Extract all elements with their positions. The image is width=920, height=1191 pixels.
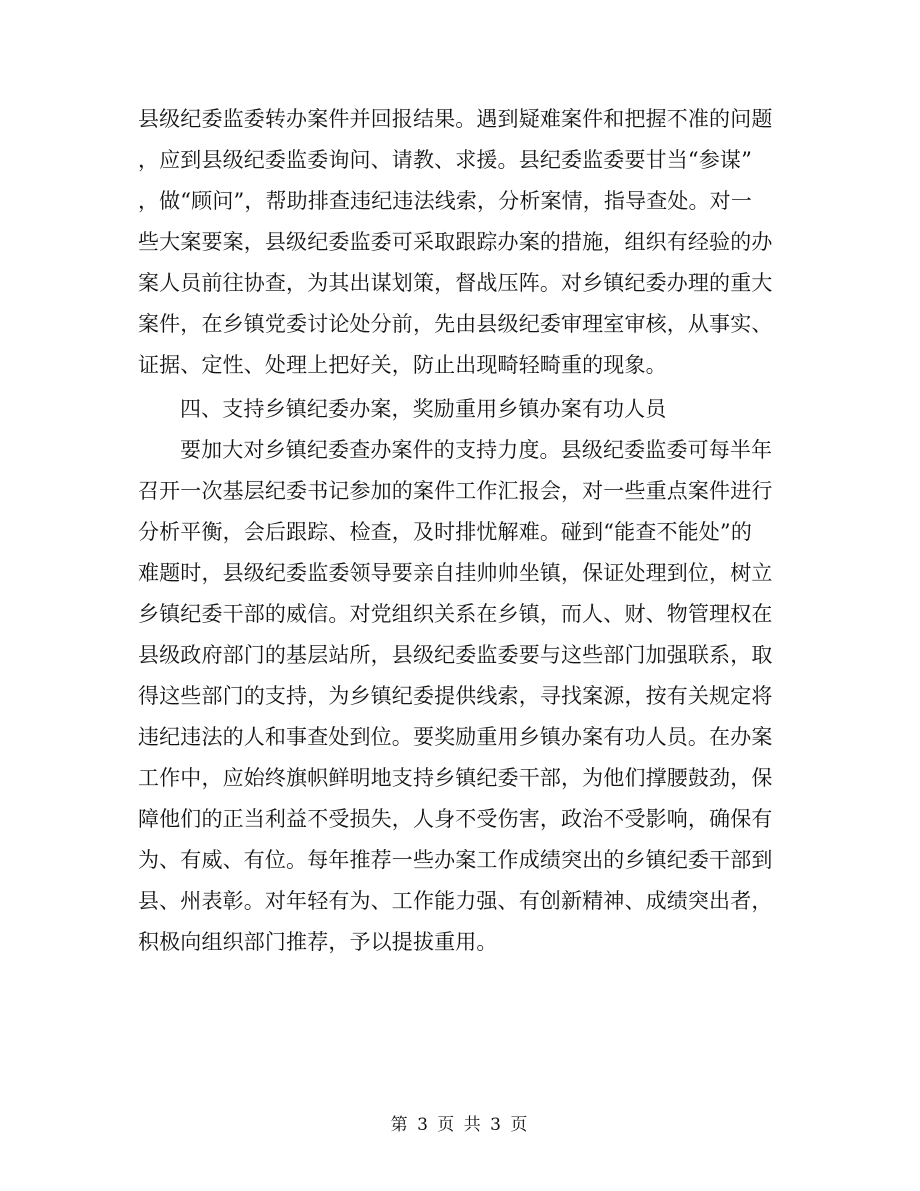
text-line: 召开一次基层纪委书记参加的案件工作汇报会，对一些重点案件进行: [138, 479, 773, 503]
text-line: 积极向组织部门推荐，予以提拔重用。: [138, 930, 498, 954]
text-line: 工作中，应始终旗帜鲜明地支持乡镇纪委干部，为他们撑腰鼓劲，保: [138, 766, 773, 790]
section-heading: 四、支持乡镇纪委办案，奖励重用乡镇办案有功人员: [180, 397, 667, 421]
text-line: 要加大对乡镇纪委查办案件的支持力度。县级纪委监委可每半年: [180, 438, 773, 462]
text-line: 县级政府部门的基层站所，县级纪委监委要与这些部门加强联系，取: [138, 643, 773, 667]
text-line: 得这些部门的支持，为乡镇纪委提供线索，寻找案源，按有关规定将: [138, 684, 773, 708]
text-line: 难题时，县级纪委监委领导要亲自挂帅帅坐镇，保证处理到位，树立: [138, 561, 773, 585]
text-line: 障他们的正当利益不受损失，人身不受伤害，政治不受影响，确保有: [138, 807, 773, 831]
text-line: 县、州表彰。对年轻有为、工作能力强、有创新精神、成绩突出者，: [138, 889, 773, 913]
text-line: 案人员前往协查，为其出谋划策，督战压阵。对乡镇纪委办理的重大: [138, 271, 773, 295]
text-line: 乡镇纪委干部的威信。对党组织关系在乡镇，而人、财、物管理权在: [138, 602, 773, 626]
text-line: ，应到县级纪委监委询问、请教、求援。县纪委监委要甘当“参谋”: [138, 148, 752, 172]
text-line: ，做“顾问”，帮助排查违纪违法线索，分析案情，指导查处。对一: [138, 189, 752, 213]
text-line: 案件，在乡镇党委讨论处分前，先由县级纪委审理室审核，从事实、: [138, 312, 773, 336]
text-line: 分析平衡，会后跟踪、检查，及时排忧解难。碰到“能查不能处”的: [138, 520, 752, 544]
text-line: 为、有威、有位。每年推荐一些办案工作成绩突出的乡镇纪委干部到: [138, 848, 773, 872]
text-line: 些大案要案，县级纪委监委可采取跟踪办案的措施，组织有经验的办: [138, 230, 773, 254]
text-line: 违纪违法的人和事查处到位。要奖励重用乡镇办案有功人员。在办案: [138, 725, 773, 749]
text-line: 证据、定性、处理上把好关，防止出现畸轻畸重的现象。: [138, 353, 667, 377]
page-number-footer: 第 3 页 共 3 页: [390, 1115, 530, 1135]
text-line: 县级纪委监委转办案件并回报结果。遇到疑难案件和把握不准的问题: [138, 107, 773, 131]
